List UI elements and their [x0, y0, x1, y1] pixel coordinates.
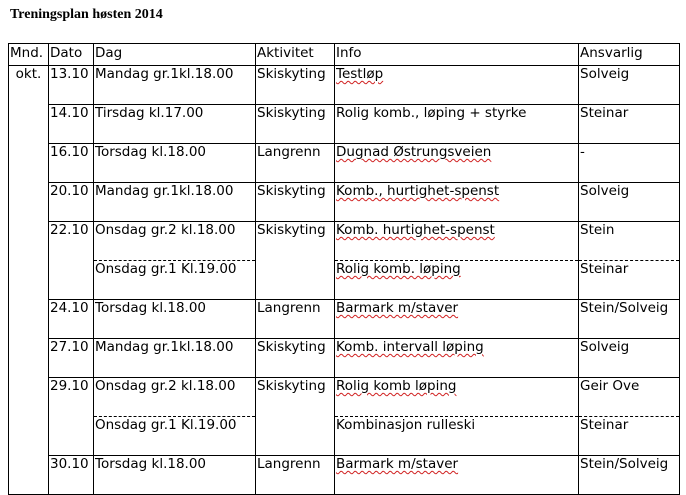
- date-cell: 22.10: [49, 222, 94, 300]
- responsible-cell: Solveig: [579, 339, 680, 378]
- header-dag: Dag: [94, 44, 256, 66]
- info-text: Rolig komb. løping: [336, 261, 461, 277]
- header-mnd: Mnd.: [9, 44, 49, 66]
- activity-cell: Skiskyting: [256, 183, 335, 222]
- info-text: Komb. intervall løping: [336, 339, 484, 355]
- day-cell: Onsdag gr.2 kl.18.00: [94, 378, 256, 417]
- date-cell: 27.10: [49, 339, 94, 378]
- info-cell: [335, 66, 579, 105]
- table-subrow: [9, 417, 680, 456]
- responsible-cell: Solveig: [579, 183, 680, 222]
- table-row: [9, 300, 680, 339]
- responsible-cell: Steinar: [579, 105, 680, 144]
- date-cell: 16.10: [49, 144, 94, 183]
- date-cell: 14.10: [49, 105, 94, 144]
- info-text: Komb., hurtighet-spenst: [336, 183, 500, 199]
- info-text: Dugnad Østrungsveien: [336, 144, 492, 160]
- day-cell: Mandag gr.1kl.18.00: [94, 183, 256, 222]
- table-header-row: [9, 44, 680, 66]
- info-text: Testløp: [336, 66, 384, 82]
- day-cell: Torsdag kl.18.00: [94, 144, 256, 183]
- responsible-cell: Steinar: [579, 261, 680, 300]
- table-row: [9, 66, 680, 105]
- table-row: [9, 222, 680, 261]
- day-cell: Onsdag gr.1 Kl.19.00: [94, 417, 256, 456]
- header-aktivitet: Aktivitet: [256, 44, 335, 66]
- activity-cell: Skiskyting: [256, 66, 335, 105]
- activity-cell: Skiskyting: [256, 339, 335, 378]
- info-text: Rolig komb løping: [336, 378, 457, 394]
- info-cell: Kombinasjon rulleski: [335, 417, 579, 456]
- activity-cell: Skiskyting: [256, 105, 335, 144]
- table-row: [9, 183, 680, 222]
- info-cell: [335, 261, 579, 300]
- info-cell: [335, 378, 579, 417]
- info-text: Barmark m/staver: [336, 456, 459, 472]
- activity-cell: Skiskyting: [256, 378, 335, 456]
- activity-cell: Langrenn: [256, 456, 335, 495]
- day-cell: Torsdag kl.18.00: [94, 300, 256, 339]
- table-subrow: [9, 261, 680, 300]
- responsible-cell: Stein/Solveig: [579, 300, 680, 339]
- header-ansvarlig: Ansvarlig: [579, 44, 680, 66]
- day-cell: Torsdag kl.18.00: [94, 456, 256, 495]
- info-text: Barmark m/staver: [336, 300, 459, 316]
- date-cell: 30.10: [49, 456, 94, 495]
- info-cell: [335, 300, 579, 339]
- responsible-cell: -: [579, 144, 680, 183]
- date-cell: 24.10: [49, 300, 94, 339]
- table-row: [9, 456, 680, 495]
- month-cell: okt.: [9, 66, 49, 495]
- table-row: [9, 378, 680, 417]
- info-cell: [335, 183, 579, 222]
- table-row: [9, 339, 680, 378]
- info-cell: [335, 456, 579, 495]
- date-cell: 13.10: [49, 66, 94, 105]
- responsible-cell: Stein: [579, 222, 680, 261]
- responsible-cell: Steinar: [579, 417, 680, 456]
- day-cell: Onsdag gr.2 kl.18.00: [94, 222, 256, 261]
- info-cell: Rolig komb., løping + styrke: [335, 105, 579, 144]
- training-plan-table: [8, 43, 680, 495]
- day-cell: Onsdag gr.1 Kl.19.00: [94, 261, 256, 300]
- header-dato: Dato: [49, 44, 94, 66]
- table-row: [9, 105, 680, 144]
- header-info: Info: [335, 44, 579, 66]
- activity-cell: Langrenn: [256, 144, 335, 183]
- activity-cell: Skiskyting: [256, 222, 335, 300]
- date-cell: 29.10: [49, 378, 94, 456]
- day-cell: Mandag gr.1kl.18.00: [94, 339, 256, 378]
- day-cell: Mandag gr.1kl.18.00: [94, 66, 256, 105]
- date-cell: 20.10: [49, 183, 94, 222]
- activity-cell: Langrenn: [256, 300, 335, 339]
- table-row: [9, 144, 680, 183]
- day-cell: Tirsdag kl.17.00: [94, 105, 256, 144]
- responsible-cell: Solveig: [579, 66, 680, 105]
- responsible-cell: Stein/Solveig: [579, 456, 680, 495]
- responsible-cell: Geir Ove: [579, 378, 680, 417]
- info-cell: [335, 339, 579, 378]
- info-cell: [335, 144, 579, 183]
- document-title: Treningsplan høsten 2014: [10, 7, 163, 22]
- info-text: Komb. hurtighet-spenst: [336, 222, 495, 238]
- info-cell: [335, 222, 579, 261]
